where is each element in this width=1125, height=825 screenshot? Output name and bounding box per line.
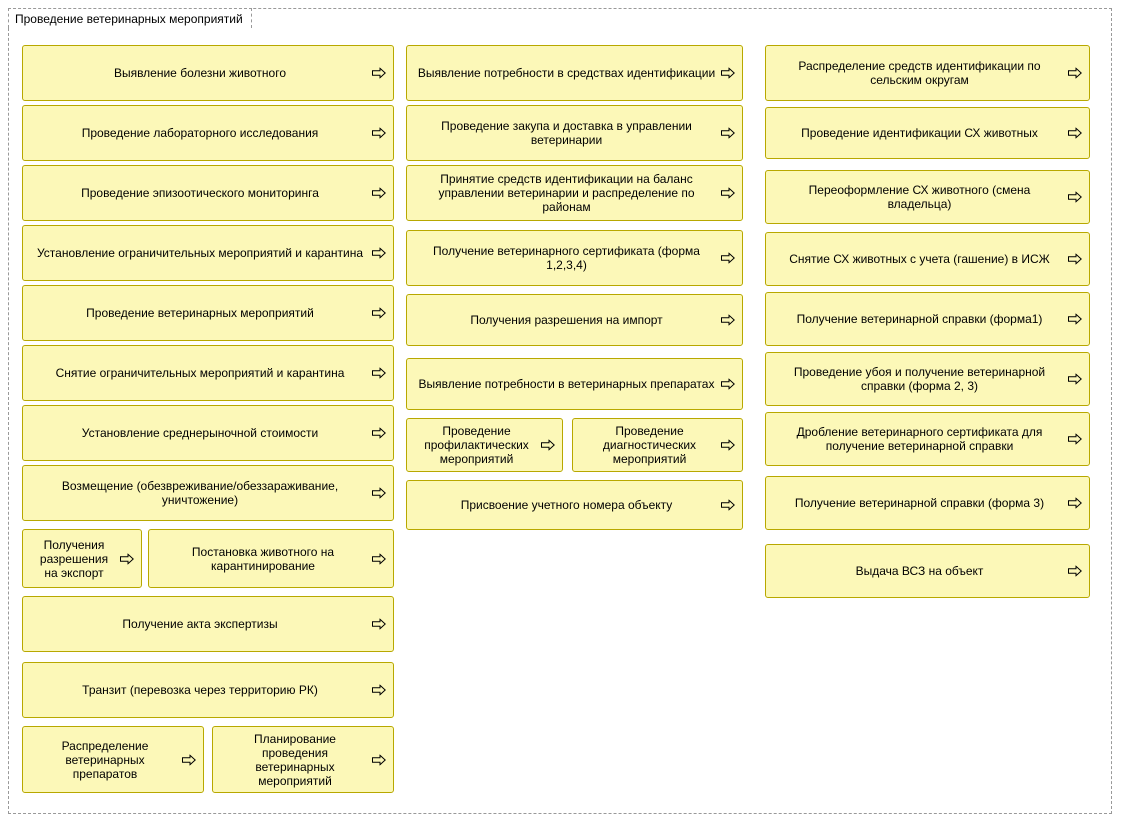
- process-node-label: Получение ветеринарной справки (форма1): [796, 312, 1043, 326]
- process-arrow-icon: [372, 188, 386, 199]
- group-title-label: Проведение ветеринарных мероприятий: [15, 12, 243, 26]
- process-node-label: Получения разрешения на экспорт: [39, 537, 109, 580]
- process-node-label: Проведение убоя и получение ветеринарной справки (форма 2, 3): [793, 365, 1046, 393]
- process-node[interactable]: [765, 412, 1090, 466]
- process-node-label: Выдача ВСЗ на объект: [855, 564, 984, 578]
- process-node-label: Постановка животного на карантинирование: [191, 544, 335, 573]
- process-node-label: Принятие средств идентификации на баланс управлении ветеринарии и распределение по районам: [438, 172, 695, 214]
- process-node[interactable]: [765, 544, 1090, 598]
- process-node[interactable]: [765, 232, 1090, 286]
- process-arrow-icon: [372, 754, 386, 765]
- process-node-label: Дробление ветеринарного сертификата для получение ветеринарной справки: [796, 425, 1043, 453]
- process-node[interactable]: [406, 294, 743, 346]
- process-node-label: Возмещение (обезвреживание/обеззараживание, уничтожение): [61, 479, 339, 507]
- process-arrow-icon: [1068, 498, 1082, 509]
- process-node-label: Получение ветеринарной справки (форма 3): [794, 496, 1045, 510]
- process-arrow-icon: [372, 368, 386, 379]
- process-node[interactable]: [22, 345, 394, 401]
- process-node-label: Снятие СХ животных с учета (гашение) в ИСЖ: [789, 252, 1050, 266]
- process-node-label: Проведение закупа и доставка в управлении ветеринарии: [441, 119, 692, 147]
- process-node-label: Установление среднерыночной стоимости: [81, 426, 319, 440]
- process-arrow-icon: [372, 308, 386, 319]
- process-node[interactable]: [148, 529, 394, 588]
- process-node[interactable]: [406, 358, 743, 410]
- process-node[interactable]: [765, 107, 1090, 159]
- process-node[interactable]: [22, 465, 394, 521]
- process-node[interactable]: [406, 105, 743, 161]
- process-arrow-icon: [721, 253, 735, 264]
- process-arrow-icon: [372, 685, 386, 696]
- process-arrow-icon: [721, 188, 735, 199]
- process-node[interactable]: [22, 285, 394, 341]
- process-arrow-icon: [1068, 434, 1082, 445]
- process-node[interactable]: [22, 45, 394, 101]
- process-node[interactable]: [22, 662, 394, 718]
- process-node-label: Установление ограничительных мероприятий и карантина: [36, 246, 363, 260]
- process-arrow-icon: [372, 248, 386, 259]
- process-node-label: Выявление болезни животного: [113, 66, 287, 80]
- process-arrow-icon: [182, 754, 196, 765]
- process-node-label: Проведение идентификации СХ животных: [801, 126, 1038, 140]
- process-arrow-icon: [372, 428, 386, 439]
- process-node[interactable]: [22, 405, 394, 461]
- process-node[interactable]: [765, 170, 1090, 224]
- process-node-label: Проведение профилактических мероприятий: [424, 424, 529, 466]
- process-node[interactable]: [22, 726, 204, 793]
- process-arrow-icon: [1068, 192, 1082, 203]
- process-arrow-icon: [1068, 566, 1082, 577]
- process-node-label: Получение акта экспертизы: [122, 617, 278, 631]
- process-arrow-icon: [372, 128, 386, 139]
- process-node[interactable]: [765, 292, 1090, 346]
- process-arrow-icon: [541, 440, 555, 451]
- process-node-label: Планирование проведения ветеринарных мероприятий: [254, 731, 336, 788]
- process-arrow-icon: [372, 619, 386, 630]
- process-node[interactable]: [406, 45, 743, 101]
- process-node-label: Получения разрешения на импорт: [470, 313, 663, 327]
- diagram-group-title: [8, 8, 252, 28]
- process-arrow-icon: [1068, 128, 1082, 139]
- process-node-label: Проведение эпизоотического мониторинга: [81, 186, 319, 200]
- process-node[interactable]: [22, 529, 142, 588]
- process-node[interactable]: [22, 105, 394, 161]
- process-node[interactable]: [406, 418, 563, 472]
- process-arrow-icon: [721, 379, 735, 390]
- process-arrow-icon: [1068, 254, 1082, 265]
- process-arrow-icon: [120, 553, 134, 564]
- process-node[interactable]: [22, 596, 394, 652]
- process-arrow-icon: [372, 488, 386, 499]
- process-node[interactable]: [22, 225, 394, 281]
- process-node[interactable]: [406, 230, 743, 286]
- process-node[interactable]: [406, 480, 743, 530]
- group-tab-cover: [9, 27, 251, 29]
- process-node[interactable]: [765, 45, 1090, 101]
- process-node-label: Проведение лабораторного исследования: [81, 126, 319, 140]
- process-node[interactable]: [765, 476, 1090, 530]
- process-node-label: Транзит (перевозка через территорию РК): [82, 683, 318, 697]
- process-node-label: Присвоение учетного номера объекту: [460, 498, 673, 512]
- process-node[interactable]: [22, 165, 394, 221]
- process-node-label: Распределение средств идентификации по сельским округам: [798, 59, 1041, 87]
- process-node-label: Получение ветеринарного сертификата (форма 1,2,3,4): [433, 244, 700, 272]
- process-node[interactable]: [572, 418, 743, 472]
- process-arrow-icon: [372, 553, 386, 564]
- process-arrow-icon: [721, 500, 735, 511]
- process-node-label: Проведение диагностических мероприятий: [602, 424, 697, 466]
- process-arrow-icon: [721, 315, 735, 326]
- process-node[interactable]: [406, 165, 743, 221]
- process-node-label: Переоформление СХ животного (смена владельца): [808, 183, 1031, 211]
- process-arrow-icon: [1068, 314, 1082, 325]
- process-node-label: Снятие ограничительных мероприятий и карантина: [55, 366, 345, 380]
- process-arrow-icon: [721, 440, 735, 451]
- process-node-label: Выявление потребности в ветеринарных препаратах: [418, 377, 715, 391]
- process-arrow-icon: [1068, 68, 1082, 79]
- process-node[interactable]: [765, 352, 1090, 406]
- process-node-label: Выявление потребности в средствах идентификации: [417, 66, 716, 80]
- process-arrow-icon: [372, 68, 386, 79]
- process-node-label: Распределение ветеринарных препаратов: [61, 738, 149, 781]
- process-node-label: Проведение ветеринарных мероприятий: [86, 306, 314, 320]
- process-arrow-icon: [721, 68, 735, 79]
- process-arrow-icon: [1068, 374, 1082, 385]
- process-arrow-icon: [721, 128, 735, 139]
- process-node[interactable]: [212, 726, 394, 793]
